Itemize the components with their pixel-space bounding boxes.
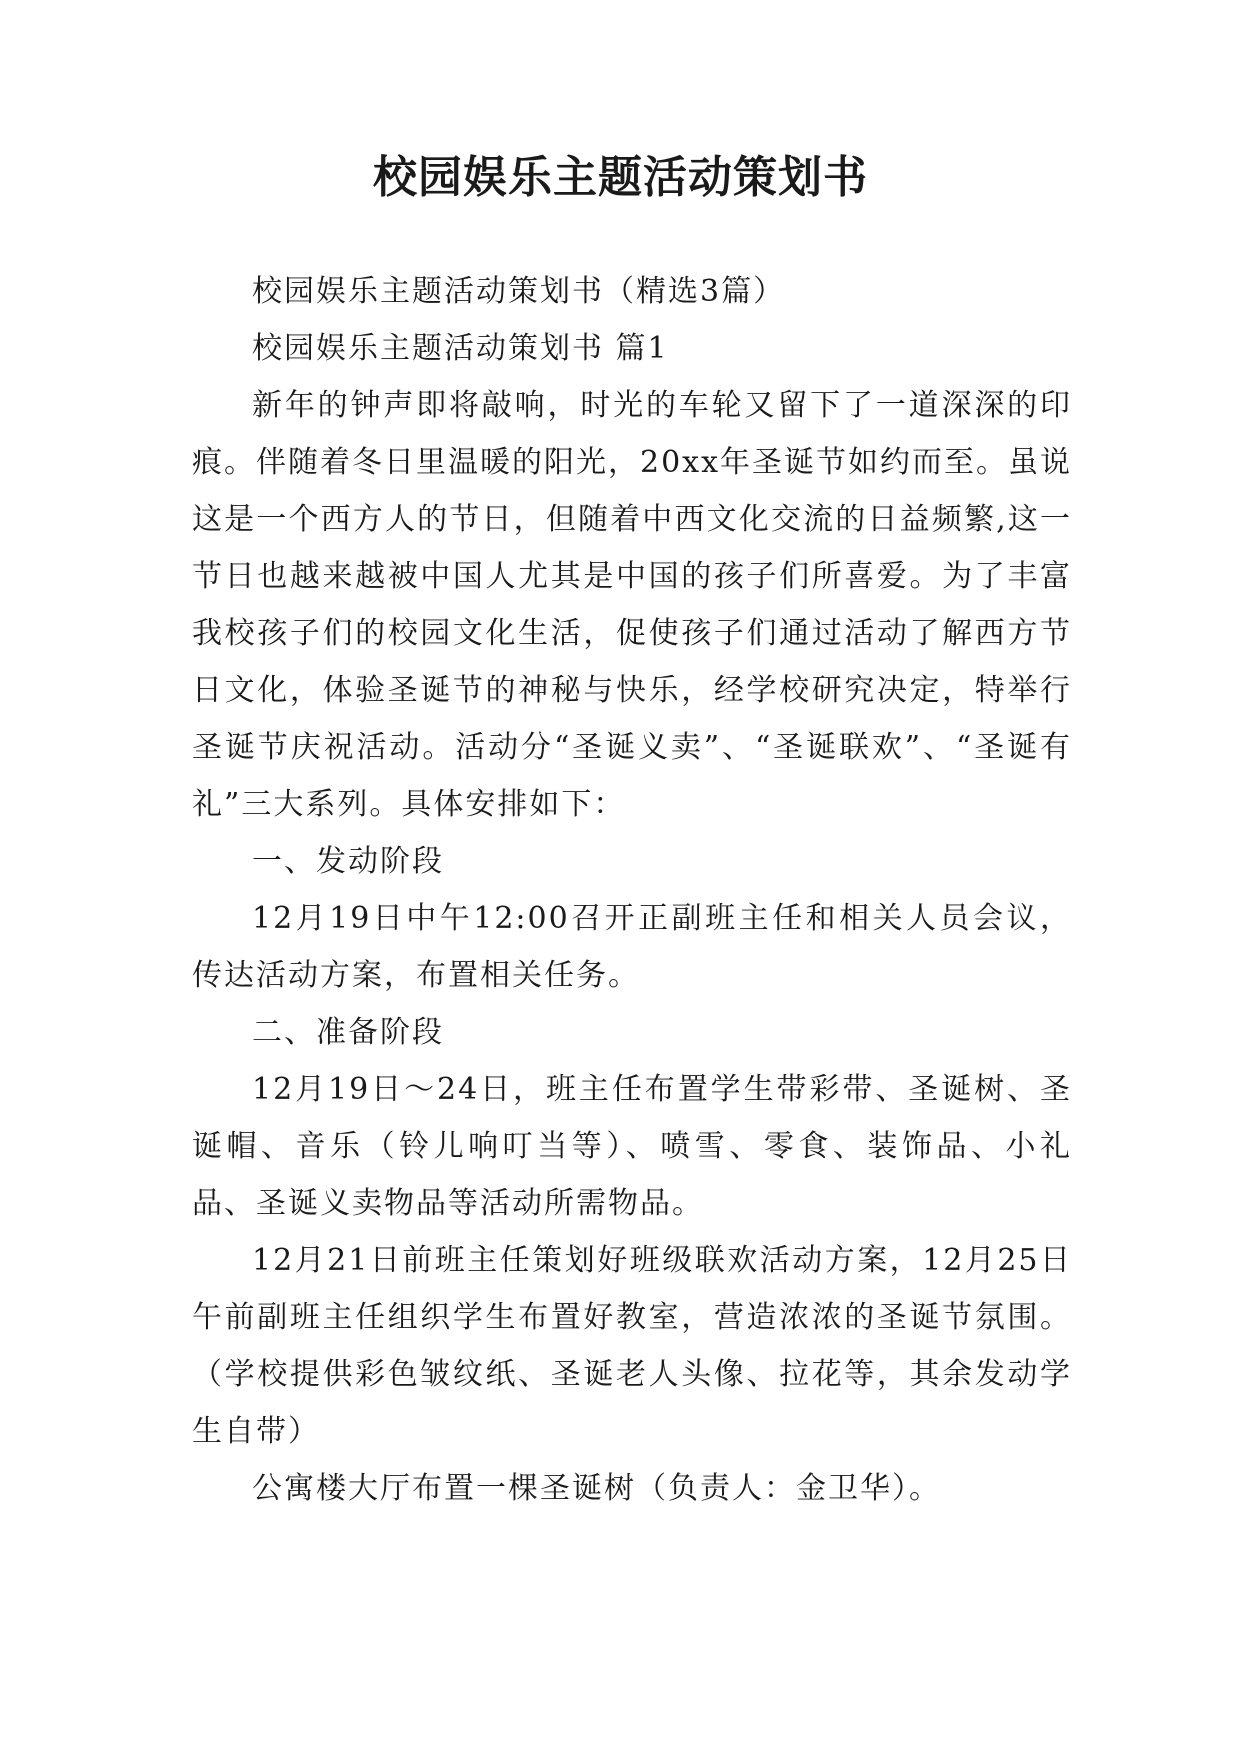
document-body — [192, 263, 1072, 1517]
paragraph-stage-two-heading: 二、准备阶段 — [252, 1015, 444, 1050]
paragraph-stage-one-detail: 12月19日中午12:00召开正副班主任和相关人员会议，传达活动方案，布置相关任务。 — [192, 901, 1072, 993]
paragraph-stage-two-items: 12月19日～24日，班主任布置学生带彩带、圣诞树、圣诞帽、音乐（铃儿响叮当等）、喷雪、零食、装饰品、小礼品、圣诞义卖物品等活动所需物品。 — [192, 1072, 1072, 1221]
paragraph-intro: 新年的钟声即将敲响，时光的车轮又留下了一道深深的印痕。伴随着冬日里温暖的阳光，20xx年圣诞节如约而至。虽说这是一个西方人的节日，但随着中西文化交流的日益频繁,这一节日也越来越被中国人尤其是中国的孩子们所喜爱。为了丰富我校孩子们的校园文化生活，促使孩子们通过活动了解西方节日文化，体验圣诞节的神秘与快乐，经学校研究决定，特举行圣诞节庆祝活动。活动分“圣诞义卖”、“圣诞联欢”、“圣诞有礼”三大系列。具体安排如下： — [192, 388, 1073, 822]
paragraph-subtitle: 校园娱乐主题活动策划书（精选3篇） — [252, 274, 786, 309]
paragraph-section-heading: 校园娱乐主题活动策划书 篇1 — [252, 331, 669, 366]
paragraph-stage-two-tree: 公寓楼大厅布置一棵圣诞树（负责人：金卫华）。 — [252, 1471, 941, 1506]
paragraph-stage-two-plan: 12月21日前班主任策划好班级联欢活动方案，12月25日午前副班主任组织学生布置好教室，营造浓浓的圣诞节氛围。（学校提供彩色皱纹纸、圣诞老人头像、拉花等，其余发动学生自带） — [192, 1243, 1072, 1449]
document-title: 校园娱乐主题活动策划书 — [373, 152, 868, 203]
paragraph-stage-one-heading: 一、发动阶段 — [252, 844, 444, 879]
